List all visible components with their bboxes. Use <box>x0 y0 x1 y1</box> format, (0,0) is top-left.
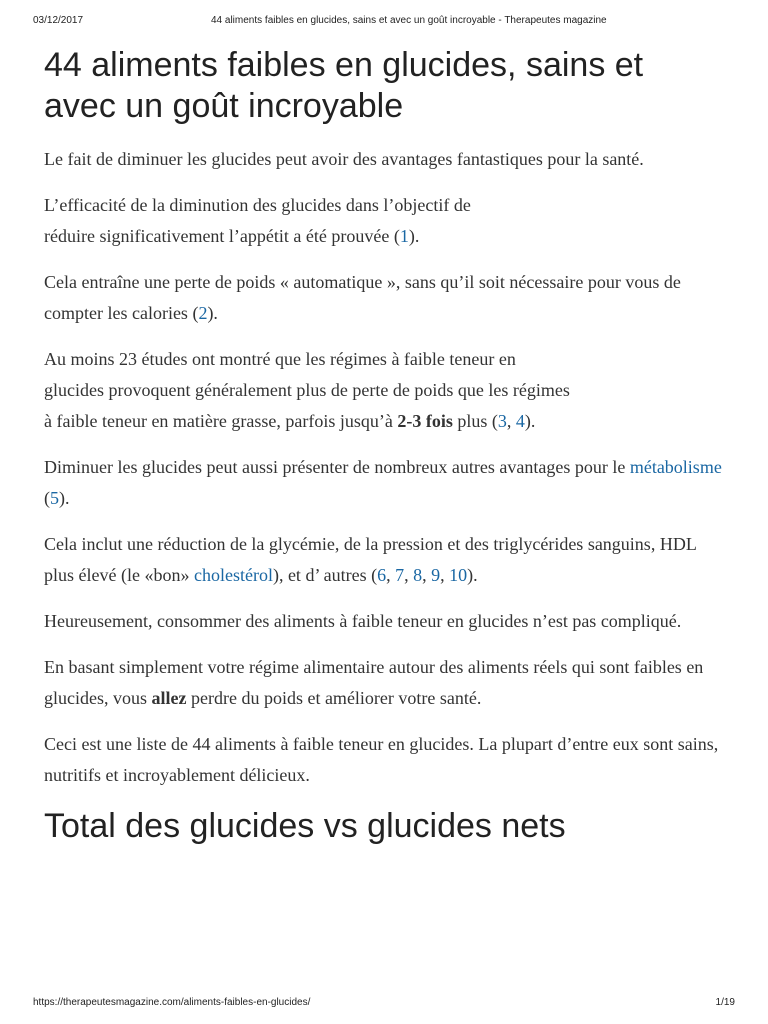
separator: , <box>506 411 516 431</box>
paragraph-line: Au moins 23 études ont montré que les régimes à faible teneur en <box>44 349 516 369</box>
paragraph-text: Le fait de diminuer les glucides peut avoir des avantages fantastiques pour la santé. <box>44 149 644 169</box>
reference-link-2[interactable]: 2 <box>198 303 208 323</box>
metabolism-link[interactable]: métabolisme <box>629 457 722 477</box>
bold-text: 2-3 fois <box>397 411 453 431</box>
paragraph-text: Cela entraîne une perte de poids « automatique », sans qu’il soit nécessaire pour vous de compter les calories ( <box>44 272 681 323</box>
punctuation: ). <box>59 488 70 508</box>
punctuation: ). <box>524 411 536 431</box>
paragraph-line: réduire significativement l’appétit a été prouvée ( <box>44 226 400 246</box>
paragraph-text: En basant simplement votre régime alimentaire autour des aliments réels qui sont faibles en glucides, vous <box>44 657 704 708</box>
article <box>44 45 724 846</box>
paragraph-metabolism <box>44 452 724 514</box>
punctuation: ). <box>408 226 420 246</box>
reference-link-10[interactable]: 10 <box>449 565 468 585</box>
paragraph-text: Heureusement, consommer des aliments à faible teneur en glucides n’est pas compliqué. <box>44 611 682 631</box>
print-page-title: 44 aliments faibles en glucides, sains et avec un goût incroyable - Therapeutes magazine <box>211 15 607 26</box>
reference-link-9[interactable]: 9 <box>431 565 441 585</box>
paragraph-text: perdre du poids et améliorer votre santé. <box>186 688 482 708</box>
punctuation: ). <box>207 303 218 323</box>
paragraph-text: ), et d’ autres ( <box>272 565 378 585</box>
reference-link-1[interactable]: 1 <box>399 226 409 246</box>
punctuation: ( <box>44 488 50 508</box>
reference-link-5[interactable]: 5 <box>50 488 59 508</box>
separator: , <box>440 565 450 585</box>
separator: , <box>422 565 432 585</box>
separator: , <box>404 565 414 585</box>
article-title: 44 aliments faibles en glucides, sains et avec un goût incroyable <box>44 46 644 125</box>
paragraph-text: plus ( <box>452 411 498 431</box>
reference-link-4[interactable]: 4 <box>515 411 525 431</box>
paragraph-line: glucides provoquent généralement plus de perte de poids que les régimes <box>44 380 570 400</box>
paragraph-line: à faible teneur en matière grasse, parfois jusqu’à <box>44 411 398 431</box>
paragraph-studies <box>44 344 724 437</box>
section-heading: Total des glucides vs glucides nets <box>44 807 566 845</box>
bold-text: allez <box>151 688 187 708</box>
paragraph-appetite <box>44 190 724 252</box>
page-url: https://therapeutesmagazine.com/aliments-faibles-en-glucides/ <box>33 997 311 1008</box>
punctuation: ). <box>467 565 478 585</box>
cholesterol-link[interactable]: cholestérol <box>193 565 273 585</box>
paragraph-text: Ceci est une liste de 44 aliments à faible teneur en glucides. La plupart d’entre eux sont sains, nutritifs et incroyablement délicieux. <box>44 734 719 785</box>
paragraph-intro <box>44 144 724 175</box>
paragraph-benefits <box>44 529 724 591</box>
paragraph-weight-loss <box>44 267 724 329</box>
reference-link-8[interactable]: 8 <box>413 565 423 585</box>
print-date: 03/12/2017 <box>33 15 84 26</box>
reference-link-6[interactable]: 6 <box>377 565 387 585</box>
separator: , <box>386 565 396 585</box>
paragraph-text: Diminuer les glucides peut aussi présenter de nombreux autres avantages pour le <box>44 457 630 477</box>
reference-link-3[interactable]: 3 <box>497 411 507 431</box>
paragraph-line: L’efficacité de la diminution des glucides dans l’objectif de <box>44 195 471 215</box>
paragraph-easy <box>44 606 724 637</box>
reference-link-7[interactable]: 7 <box>395 565 405 585</box>
paragraph-list-intro <box>44 729 724 791</box>
page-number: 1/19 <box>715 997 735 1008</box>
paragraph-text: Cela inclut une réduction de la glycémie, de la pression et des triglycérides sanguins, HDL plus élevé (le «bon» <box>44 534 697 585</box>
paragraph-real-foods <box>44 652 724 714</box>
